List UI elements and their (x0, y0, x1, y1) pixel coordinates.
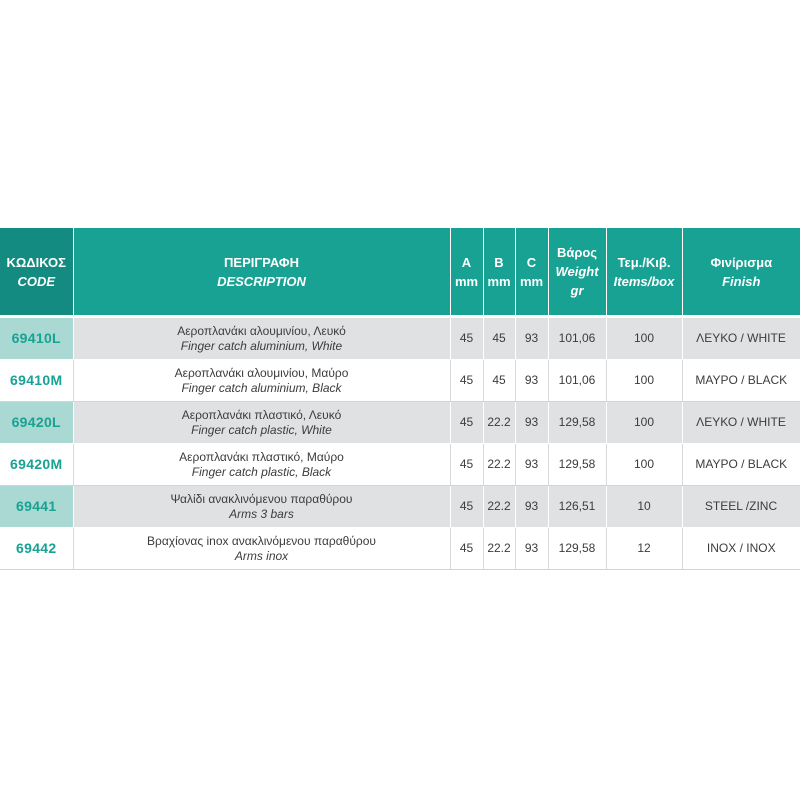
header-a-unit: mm (454, 273, 479, 289)
header-description-en: DESCRIPTION (217, 273, 306, 289)
description-en: Arms 3 bars (229, 506, 294, 521)
table-row (0, 444, 800, 486)
product-code: 69410L (0, 317, 73, 360)
header-b-label: B (494, 254, 504, 270)
description-gr: Ψαλίδι ανακλινόμενου παραθύρου (170, 491, 353, 506)
header-weight-en: Weight (555, 264, 599, 279)
description-en: Finger catch aluminium, Black (181, 380, 342, 395)
header-weight-unit: gr (570, 283, 584, 298)
description-gr: Βραχίονας inox ανακλινόμενου παραθύρου (147, 533, 376, 548)
description-en: Arms inox (234, 548, 289, 563)
weight: 129,58 (548, 528, 606, 570)
dim-a: 45 (450, 402, 483, 444)
header-a (450, 228, 483, 317)
header-a-label: A (461, 254, 472, 270)
table-row (0, 528, 800, 570)
table-header (0, 228, 800, 317)
weight: 101,06 (548, 317, 606, 360)
dim-c: 93 (515, 360, 548, 402)
finish: ΛΕΥΚΟ / WHITE (682, 317, 800, 360)
header-weight (548, 228, 606, 317)
header-items-en: Items/box (613, 273, 675, 289)
header-code-gr: ΚΩΔΙΚΟΣ (6, 254, 66, 270)
product-description (73, 486, 450, 528)
header-description-gr: ΠΕΡΙΓΡΑΦΗ (224, 254, 299, 270)
product-description (73, 402, 450, 444)
weight: 101,06 (548, 360, 606, 402)
header-code-en: CODE (17, 273, 56, 289)
product-description (73, 444, 450, 486)
header-b (483, 228, 515, 317)
header-c-unit: mm (519, 273, 544, 289)
description-gr: Αεροπλανάκι πλαστικό, Μαύρο (179, 449, 344, 464)
dim-b: 45 (483, 360, 515, 402)
dim-b: 22.2 (483, 444, 515, 486)
finish: ΜΑΥΡΟ / BLACK (682, 444, 800, 486)
dim-b: 22.2 (483, 486, 515, 528)
product-table (0, 228, 800, 570)
dim-c: 93 (515, 317, 548, 360)
description-gr: Αεροπλανάκι αλουμινίου, Μαύρο (174, 365, 349, 380)
description-en: Finger catch aluminium, White (180, 338, 343, 353)
items-per-box: 12 (606, 528, 682, 570)
dim-a: 45 (450, 444, 483, 486)
header-weight-gr: Βάρος (556, 245, 598, 260)
table-row (0, 486, 800, 528)
header-code (0, 228, 73, 317)
header-finish-gr: Φινίρισμα (710, 254, 773, 270)
weight: 129,58 (548, 444, 606, 486)
header-c-label: C (526, 254, 537, 270)
finish: ΜΑΥΡΟ / BLACK (682, 360, 800, 402)
description-en: Finger catch plastic, White (191, 422, 332, 437)
description-gr: Αεροπλανάκι πλαστικό, Λευκό (181, 407, 342, 422)
product-description (73, 360, 450, 402)
product-code: 69410M (0, 360, 73, 402)
product-table-wrapper (0, 228, 800, 570)
product-description (73, 528, 450, 570)
header-items-gr: Τεμ./Κιβ. (617, 254, 671, 270)
items-per-box: 100 (606, 317, 682, 360)
dim-a: 45 (450, 317, 483, 360)
table-body (0, 317, 800, 570)
description-en: Finger catch plastic, Black (191, 464, 332, 479)
header-items (606, 228, 682, 317)
items-per-box: 100 (606, 360, 682, 402)
product-code: 69442 (0, 528, 73, 570)
header-row (0, 228, 800, 317)
finish: INOX / INOX (682, 528, 800, 570)
dim-a: 45 (450, 360, 483, 402)
header-description (73, 228, 450, 317)
product-description (73, 317, 450, 360)
weight: 126,51 (548, 486, 606, 528)
table-row (0, 317, 800, 360)
finish: ΛΕΥΚΟ / WHITE (682, 402, 800, 444)
dim-a: 45 (450, 486, 483, 528)
dim-c: 93 (515, 402, 548, 444)
dim-c: 93 (515, 444, 548, 486)
dim-c: 93 (515, 486, 548, 528)
header-b-unit: mm (487, 273, 511, 289)
dim-b: 22.2 (483, 402, 515, 444)
description-gr: Αεροπλανάκι αλουμινίου, Λευκό (177, 323, 346, 338)
dim-b: 45 (483, 317, 515, 360)
header-finish (682, 228, 800, 317)
product-code: 69420L (0, 402, 73, 444)
header-finish-en: Finish (722, 273, 761, 289)
finish: STEEL /ZINC (682, 486, 800, 528)
table-row (0, 360, 800, 402)
dim-c: 93 (515, 528, 548, 570)
items-per-box: 100 (606, 402, 682, 444)
product-code: 69420M (0, 444, 73, 486)
header-c (515, 228, 548, 317)
table-row (0, 402, 800, 444)
weight: 129,58 (548, 402, 606, 444)
dim-b: 22.2 (483, 528, 515, 570)
items-per-box: 100 (606, 444, 682, 486)
dim-a: 45 (450, 528, 483, 570)
product-code: 69441 (0, 486, 73, 528)
items-per-box: 10 (606, 486, 682, 528)
